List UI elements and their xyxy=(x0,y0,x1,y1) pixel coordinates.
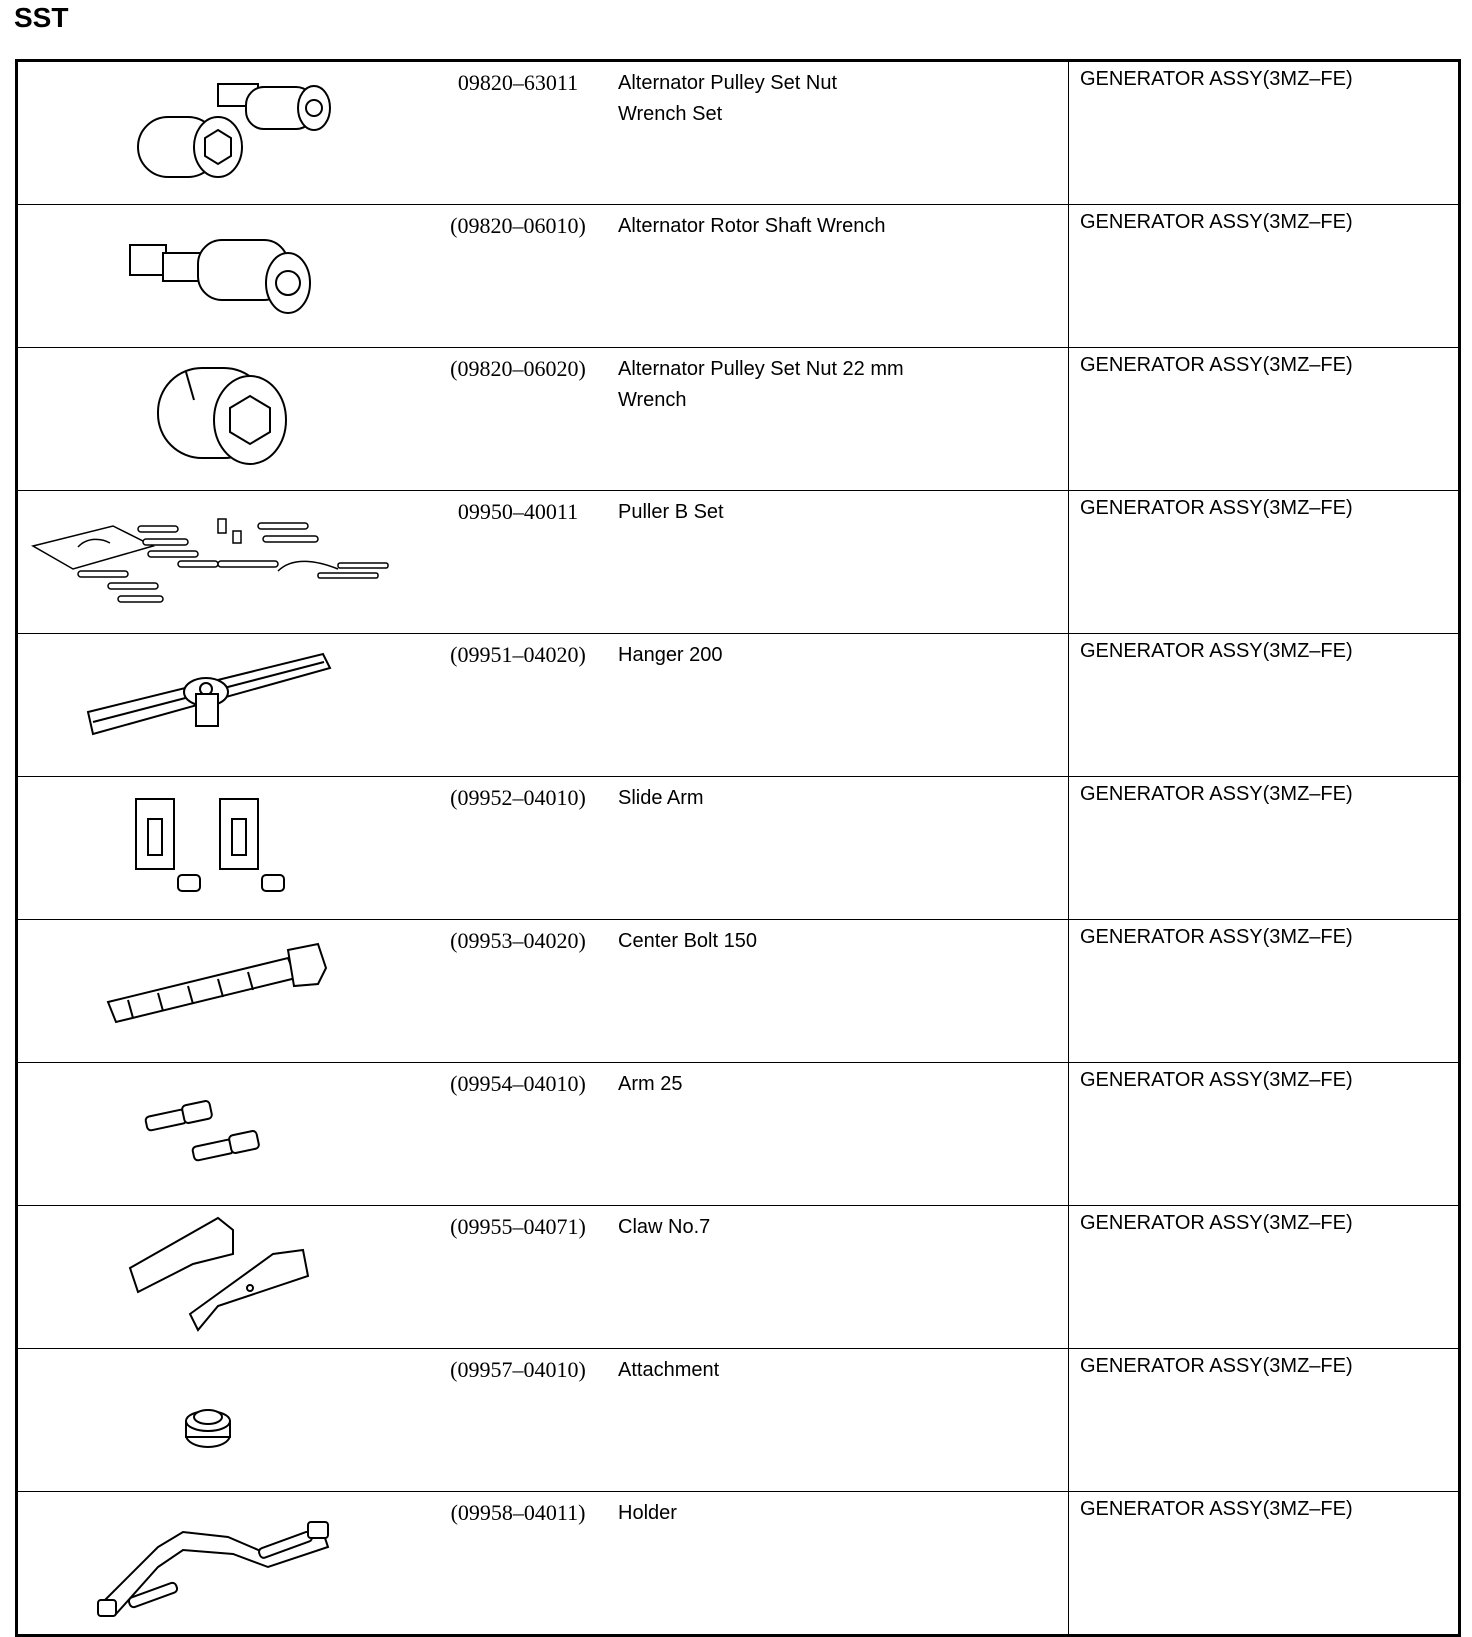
part-number: (09953–04020) xyxy=(450,928,586,953)
pulley-set-nut-wrench-set-icon xyxy=(18,62,418,204)
part-name-line: Alternator Pulley Set Nut xyxy=(618,72,837,94)
part-number: 09820–63011 xyxy=(457,70,579,95)
part-number: (09820–06010) xyxy=(450,213,586,238)
usage-cell: GENERATOR ASSY(3MZ–FE) xyxy=(1080,926,1353,948)
part-number: (09954–04010) xyxy=(450,1071,586,1096)
slide-arm-icon xyxy=(18,777,418,919)
arm-icon xyxy=(18,1063,418,1205)
center-bolt-icon xyxy=(18,920,418,1062)
usage-cell: GENERATOR ASSY(3MZ–FE) xyxy=(1080,1355,1353,1377)
part-name-line: Hanger 200 xyxy=(618,644,723,666)
part-name xyxy=(618,640,1058,671)
part-name-line: Claw No.7 xyxy=(618,1216,711,1238)
puller-b-set-icon xyxy=(18,491,418,633)
usage-cell: GENERATOR ASSY(3MZ–FE) xyxy=(1080,783,1353,805)
table-row xyxy=(17,777,1460,920)
claw-icon xyxy=(18,1206,418,1348)
part-name xyxy=(618,1212,1058,1243)
usage-cell: GENERATOR ASSY(3MZ–FE) xyxy=(1080,211,1353,233)
usage-cell: GENERATOR ASSY(3MZ–FE) xyxy=(1080,497,1353,519)
table-row xyxy=(17,1492,1460,1636)
part-number: (09957–04010) xyxy=(450,1357,586,1382)
part-number: 09950–40011 xyxy=(457,499,579,524)
part-number: (09820–06020) xyxy=(450,356,586,381)
part-name-line: Arm 25 xyxy=(618,1073,683,1095)
usage-cell: GENERATOR ASSY(3MZ–FE) xyxy=(1080,354,1353,376)
part-name-line: Wrench Set xyxy=(618,103,723,125)
usage-cell: GENERATOR ASSY(3MZ–FE) xyxy=(1080,1212,1353,1234)
part-number: (09951–04020) xyxy=(450,642,586,667)
usage-cell: GENERATOR ASSY(3MZ–FE) xyxy=(1080,1498,1353,1520)
table-row xyxy=(17,491,1460,634)
part-name-line: Alternator Pulley Set Nut 22 mm xyxy=(618,358,904,380)
attachment-icon xyxy=(18,1349,418,1491)
part-name xyxy=(618,1498,1058,1529)
hanger-icon xyxy=(18,634,418,776)
sst-table xyxy=(15,59,1461,1637)
part-name-line: Puller B Set xyxy=(618,501,724,523)
table-row xyxy=(17,920,1460,1063)
socket-22mm-icon xyxy=(18,348,418,490)
part-name xyxy=(618,497,1058,528)
part-name xyxy=(618,926,1058,957)
usage-cell: GENERATOR ASSY(3MZ–FE) xyxy=(1080,640,1353,662)
usage-cell: GENERATOR ASSY(3MZ–FE) xyxy=(1080,1069,1353,1091)
part-name xyxy=(618,783,1058,814)
page-title: SST xyxy=(14,2,69,33)
table-row xyxy=(17,1063,1460,1206)
holder-icon xyxy=(18,1492,418,1634)
part-number: (09958–04011) xyxy=(450,1500,586,1525)
part-name xyxy=(618,68,1058,130)
table-row xyxy=(17,1349,1460,1492)
table-row xyxy=(17,61,1460,205)
part-name-line: Holder xyxy=(618,1502,677,1524)
part-name xyxy=(618,1355,1058,1386)
table-row xyxy=(17,205,1460,348)
part-name-line: Center Bolt 150 xyxy=(618,930,757,952)
table-row xyxy=(17,348,1460,491)
part-name xyxy=(618,1069,1058,1100)
table-row xyxy=(17,1206,1460,1349)
part-number: (09955–04071) xyxy=(450,1214,586,1239)
table-row xyxy=(17,634,1460,777)
part-name xyxy=(618,354,1058,416)
part-number: (09952–04010) xyxy=(450,785,586,810)
part-name-line: Alternator Rotor Shaft Wrench xyxy=(618,215,886,237)
rotor-shaft-wrench-icon xyxy=(18,205,418,347)
part-name-line: Slide Arm xyxy=(618,787,704,809)
usage-cell: GENERATOR ASSY(3MZ–FE) xyxy=(1080,68,1353,90)
part-name-line: Attachment xyxy=(618,1359,720,1381)
part-name xyxy=(618,211,1058,242)
part-name-line: Wrench xyxy=(618,389,687,411)
